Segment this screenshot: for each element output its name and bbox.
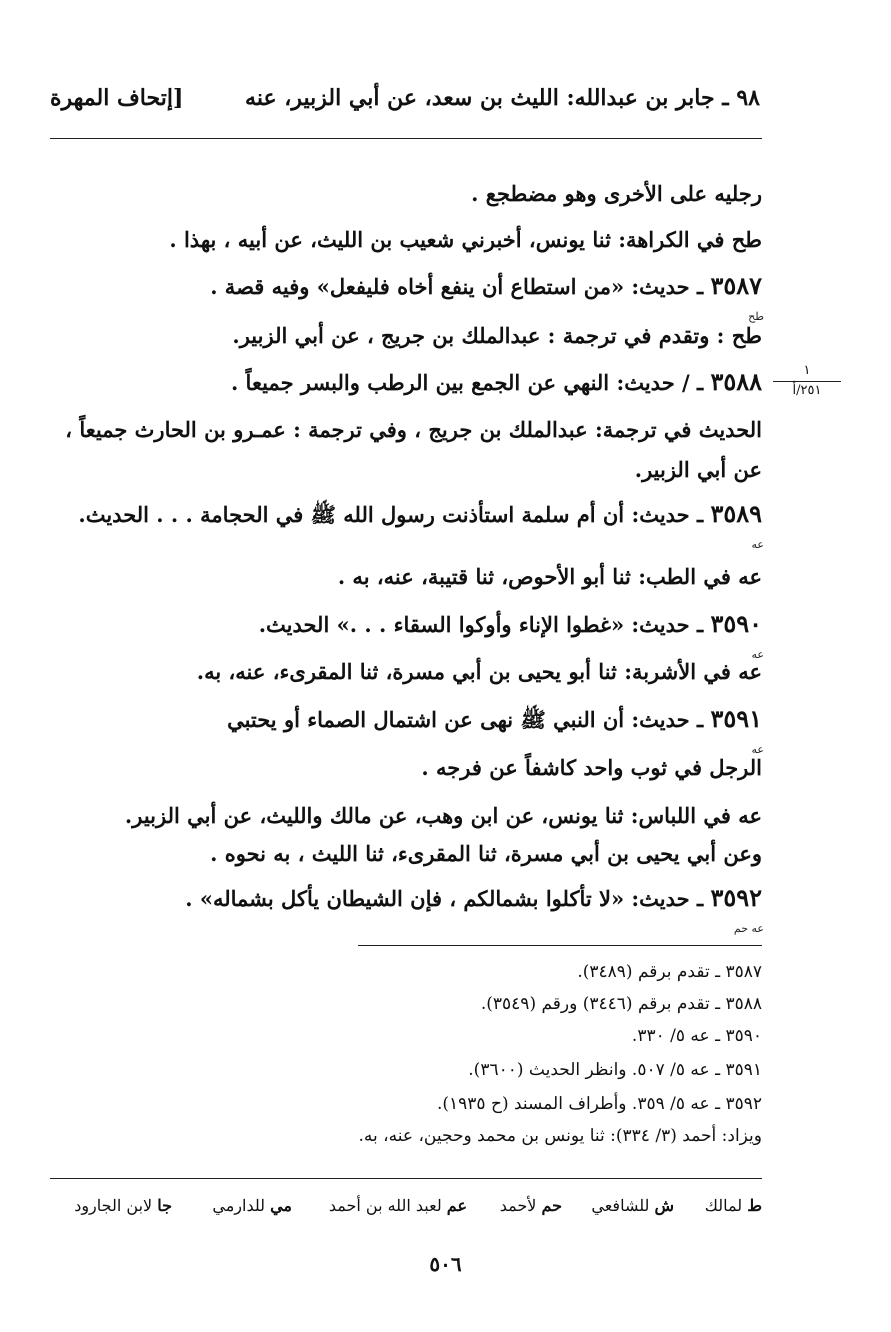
hadith-3590 <box>259 610 762 639</box>
abbreviation-abdullah: عم لعبد الله بن أحمد <box>328 1196 467 1215</box>
hadith-number: ٣٥٩١ <box>710 704 762 733</box>
source-symbol: عه <box>751 743 764 756</box>
page-number: ٥٠٦ <box>429 1252 462 1276</box>
hadith-3592 <box>185 884 762 913</box>
text-line: وعن أبي يحيى بن أبي مسرة، ثنا المقرىء، ثنا الليث ، به نحوه . <box>210 841 762 866</box>
abbreviation-key <box>50 1196 762 1226</box>
hadith-text: ـ حديث: «لا تأكلوا بشمالكم ، فإن الشيطان يأكل بشماله» . <box>185 886 711 911</box>
footnote-divider <box>358 945 762 946</box>
hadith-text: ـ حديث: «غطوا الإناء وأوكوا السقاء . . .» الحديث. <box>258 612 711 637</box>
abbreviation-malik: ط لمالك <box>704 1196 762 1215</box>
hadith-number: ٣٥٩٠ <box>710 609 762 638</box>
margin-note-bottom: ٢٥١/أ <box>792 383 822 398</box>
text-line: رجليه على الأخرى وهو مضطجع . <box>471 181 762 206</box>
hadith-3587 <box>210 272 762 301</box>
abbreviation-divider <box>50 1178 762 1179</box>
footnote: ٣٥٩٠ ـ عه ٥/ ٣٣٠. <box>631 1026 762 1046</box>
hadith-text: ـ حديث: أن النبي ﷺ نهى عن اشتمال الصماء أو يحتبي <box>227 707 711 732</box>
text-line: الرجل في ثوب واحد كاشفاً عن فرجه . <box>421 755 762 780</box>
footnote: ويزاد: أحمد (٣/ ٣٣٤): ثنا يونس بن محمد وحجين، عنه، به. <box>358 1126 762 1146</box>
margin-note <box>773 362 841 400</box>
text-line: عن أبي الزبير. <box>634 457 762 482</box>
abbreviation-jarud: جا لابن الجارود <box>74 1196 172 1215</box>
hadith-text: ـ حديث: أن أم سلمة استأذنت رسول الله ﷺ في الحجامة . . . الحديث. <box>78 502 711 527</box>
hadith-3589 <box>78 500 762 529</box>
header-book-title: [إتحاف المهرة <box>50 85 184 111</box>
source-symbol: عه حم <box>733 922 764 935</box>
text-line: الحديث في ترجمة: عبدالملك بن جريج ، وفي ترجمة : عمـرو بن الحارث جميعاً ، <box>65 417 762 442</box>
hadith-number: ٣٥٨٧ <box>710 271 762 300</box>
footnote: ٣٥٨٨ ـ تقدم برقم (٣٤٤٦) ورقم (٣٥٤٩). <box>480 994 762 1014</box>
footnote: ٣٥٩٢ ـ عه ٥/ ٣٥٩. وأطراف المسند (ح ١٩٣٥). <box>436 1094 762 1114</box>
main-text <box>50 0 762 940</box>
abbreviation-ahmad: حم لأحمد <box>499 1196 562 1215</box>
hadith-3588 <box>231 368 762 397</box>
margin-note-top: ١ <box>773 362 841 382</box>
source-symbol: عه <box>751 648 764 661</box>
hadith-number: ٣٥٨٩ <box>710 499 762 528</box>
text-line: طح : وتقدم في ترجمة : عبدالملك بن جريج ، عن أبي الزبير. <box>232 323 762 348</box>
source-symbol: عه <box>751 538 764 551</box>
abbreviation-shafii: ش للشافعي <box>591 1196 674 1215</box>
footnote: ٣٥٨٧ ـ تقدم برقم (٣٤٨٩). <box>577 962 762 982</box>
hadith-number: ٣٥٩٢ <box>710 883 762 912</box>
hadith-text: ـ حديث: «من استطاع أن ينفع أخاه فليفعل» وفيه قصة . <box>210 274 711 299</box>
source-symbol: طح <box>748 310 764 323</box>
abbreviation-darimi: مي للدارمي <box>212 1196 292 1215</box>
text-line: طح في الكراهة: ثنا يونس، أخبرني شعيب بن الليث، عن أبيه ، بهذا . <box>169 227 762 252</box>
hadith-text: ـ / حديث: النهي عن الجمع بين الرطب والبسر جميعاً . <box>230 370 711 395</box>
hadith-3591 <box>227 705 762 734</box>
footnote: ٣٥٩١ ـ عه ٥/ ٥٠٧. وانظر الحديث (٣٦٠٠). <box>468 1060 762 1080</box>
text-line: عه في الطب: ثنا أبو الأحوص، ثنا قتيبة، عنه، به . <box>337 564 762 589</box>
text-line: عه في الأشربة: ثنا أبو يحيى بن أبي مسرة، ثنا المقرىء، عنه، به. <box>196 659 762 684</box>
text-line: عه في اللباس: ثنا يونس، عن ابن وهب، عن مالك والليث، عن أبي الزبير. <box>124 803 762 828</box>
hadith-number: ٣٥٨٨ <box>710 367 762 396</box>
header-title: ٩٨ ـ جابر بن عبدالله: الليث بن سعد، عن أبي الزبير، عنه <box>245 85 760 111</box>
